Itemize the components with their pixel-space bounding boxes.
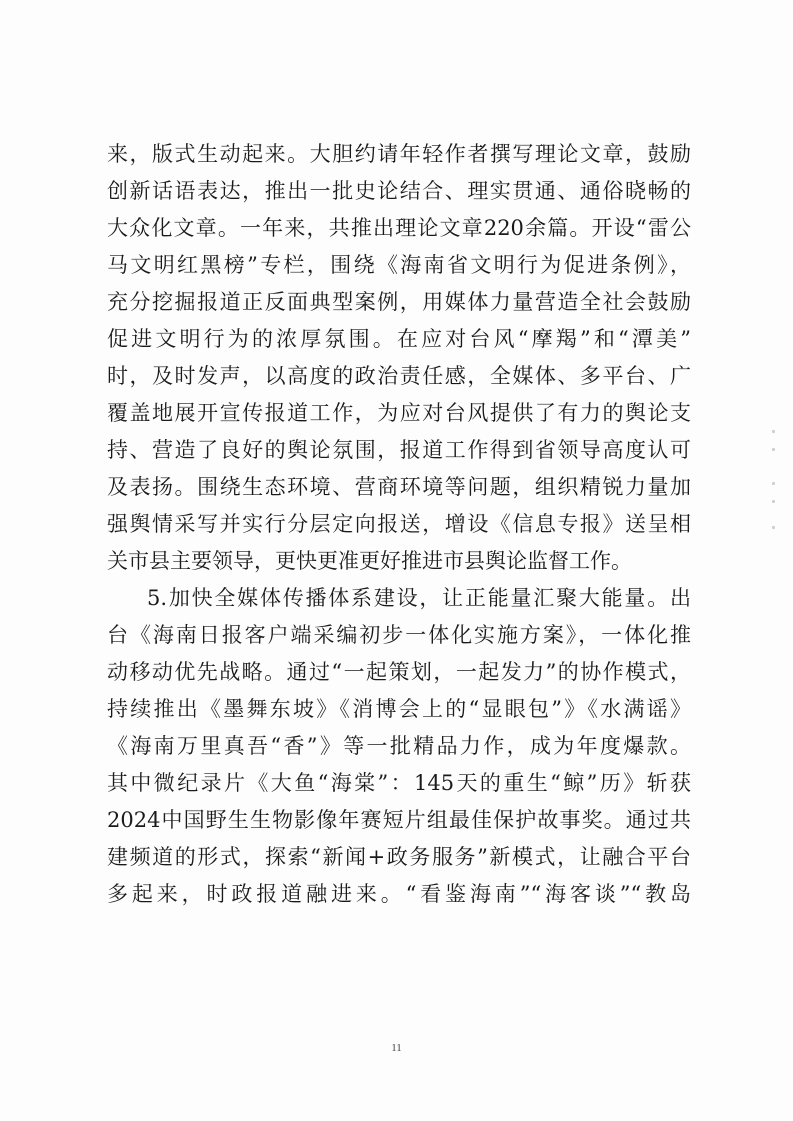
text-line-12: 关市县主要领导，更快更准更好推进市县舆论监督工作。 bbox=[107, 549, 632, 573]
body-text bbox=[107, 136, 691, 913]
page-number: 11 bbox=[391, 1042, 402, 1054]
text-line-2: 创新话语表达，推出一批史论结合、理实贯通、通俗晓畅的 bbox=[107, 179, 691, 203]
text-line-15: 动移动优先战略。通过“一起策划，一起发力”的协作模式， bbox=[107, 660, 691, 684]
text-line-16: 持续推出《墨舞东坡》《消博会上的“显眼包”》《水满谣》 bbox=[107, 697, 691, 721]
text-line-17: 《海南万里真吾“香”》等一批精品力作，成为年度爆款。 bbox=[107, 734, 691, 758]
text-line-3: 大众化文章。一年来，共推出理论文章220余篇。开设“雷公 bbox=[107, 216, 691, 240]
text-line-10: 及表扬。围绕生态环境、营商环境等问题，组织精锐力量加 bbox=[107, 475, 691, 499]
text-line-20: 建频道的形式，探索“新闻+政务服务”新模式，让融合平台 bbox=[107, 845, 691, 869]
text-line-7: 时，及时发声，以高度的政治责任感，全媒体、多平台、广 bbox=[107, 364, 691, 388]
text-line-6: 促进文明行为的浓厚氛围。在应对台风“摩羯”和“潭美” bbox=[107, 327, 691, 351]
text-line-11: 强舆情采写并实行分层定向报送，增设《信息专报》送呈相 bbox=[107, 512, 691, 536]
text-line-9: 持、营造了良好的舆论氛围，报道工作得到省领导高度认可 bbox=[107, 438, 691, 462]
text-line-18: 其中微纪录片《大鱼“海棠”：145天的重生“鲸”历》斩获 bbox=[107, 771, 691, 795]
text-line-13: 5.加快全媒体传播体系建设，让正能量汇聚大能量。出 bbox=[147, 586, 691, 610]
text-line-21: 多起来，时政报道融进来。“看鉴海南”“海客谈”“教岛 bbox=[107, 882, 691, 906]
text-line-8: 覆盖地展开宣传报道工作，为应对台风提供了有力的舆论支 bbox=[107, 401, 691, 425]
scan-artifact-marks bbox=[772, 430, 780, 550]
text-line-1: 来，版式生动起来。大胆约请年轻作者撰写理论文章，鼓励 bbox=[107, 142, 691, 166]
text-line-5: 充分挖掘报道正反面典型案例，用媒体力量营造全社会鼓励 bbox=[107, 290, 691, 314]
text-line-4: 马文明红黑榜”专栏，围绕《海南省文明行为促进条例》， bbox=[107, 253, 691, 277]
text-line-14: 台《海南日报客户端采编初步一体化实施方案》，一体化推 bbox=[107, 623, 691, 647]
text-line-19: 2024中国野生生物影像年赛短片组最佳保护故事奖。通过共 bbox=[107, 808, 691, 832]
